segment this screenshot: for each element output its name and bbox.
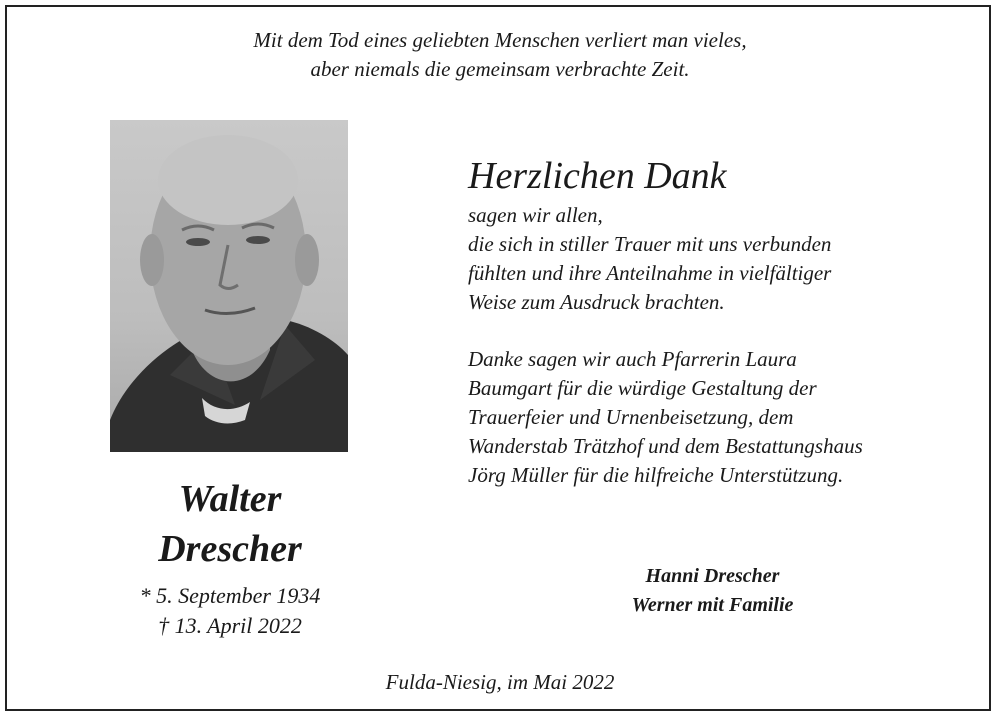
signatories	[580, 562, 845, 620]
thanks-paragraph-1-line: die sich in stiller Trauer mit uns verbunden	[468, 232, 832, 256]
motto-line-2: aber niemals die gemeinsam verbrachte Zeit.	[310, 57, 690, 81]
signatory-2: Werner mit Familie	[631, 594, 794, 616]
deceased-name	[100, 474, 360, 574]
thanks-heading: Herzlichen Dank	[468, 155, 727, 197]
motto-line-1: Mit dem Tod eines geliebten Menschen verliert man vieles,	[253, 28, 747, 52]
deceased-last-name: Drescher	[158, 528, 302, 570]
thanks-paragraph-2-line: Jörg Müller für die hilfreiche Unterstützung.	[468, 463, 844, 487]
death-date: † 13. April 2022	[158, 613, 302, 638]
motto-quote	[0, 26, 1000, 84]
thanks-paragraph-1-line: fühlten und ihre Anteilnahme in vielfältiger	[468, 261, 832, 285]
deceased-first-name: Walter	[178, 478, 282, 520]
thanks-paragraph-2-line: Baumgart für die würdige Gestaltung der	[468, 376, 817, 400]
thanks-paragraph-2-line: Danke sagen wir auch Pfarrerin Laura	[468, 347, 797, 371]
thanks-paragraph-1-line: Weise zum Ausdruck brachten.	[468, 290, 725, 314]
portrait-photo	[110, 120, 348, 452]
life-dates	[100, 581, 360, 641]
thanks-paragraph-2-line: Wanderstab Trätzhof und dem Bestattungshaus	[468, 434, 863, 458]
birth-date: * 5. September 1934	[139, 583, 321, 608]
thanks-paragraph-2-line: Trauerfeier und Urnenbeisetzung, dem	[468, 405, 794, 429]
thanks-paragraph-2	[468, 345, 863, 490]
place-and-date: Fulda-Niesig, im Mai 2022	[385, 670, 615, 694]
signatory-1: Hanni Drescher	[645, 565, 780, 587]
thanks-paragraph-1-line: sagen wir allen,	[468, 203, 603, 227]
thanks-paragraph-1	[468, 201, 831, 317]
